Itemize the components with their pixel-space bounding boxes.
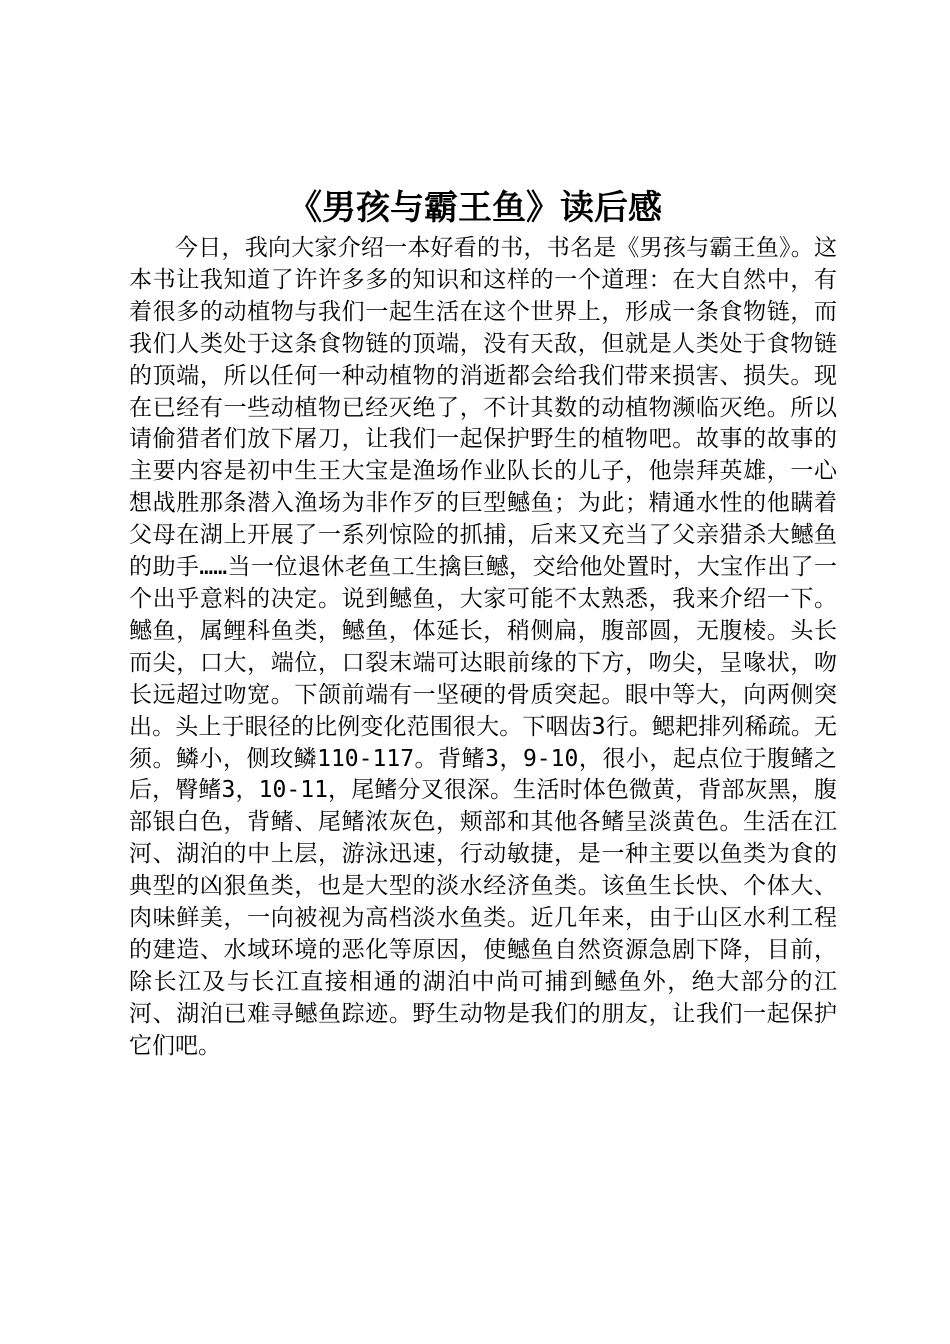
document-body-paragraph: 今日，我向大家介绍一本好看的书，书名是《男孩与霸王鱼》。这本书让我知道了许许多多的知识和这样的一个道理：在大自然中，有着很多的动植物与我们一起生活在这个世界上，形成一条食物链，而我们人类处于这条食物链的顶端，没有天敌，但就是人类处于食物链的顶端，所以任何一种动植物的消逝都会给我们带来损害、损失。现在已经有一些动植物已经灭绝了，不计其数的动植物濒临灭绝。所以请偷猎者们放下屠刀，让我们一起保护野生的植物吧。故事的故事的主要内容是初中生王大宝是渔场作业队长的儿子，他崇拜英雄，一心想战胜那条潜入渔场为非作歹的巨型鳡鱼；为此；精通水性的他瞒着父母在湖上开展了一系列惊险的抓捕，后来又充当了父亲猎杀大鳡鱼的助手……当一位退休老鱼工生擒巨鳡，交给他处置时，大宝作出了一个出乎意料的决定。说到鳡鱼，大家可能不太熟悉，我来介绍一下。鳡鱼，属鲤科鱼类，鳡鱼，体延长，稍侧扁，腹部圆，无腹棱。头长而尖，口大，端位，口裂末端可达眼前缘的下方，吻尖，呈喙状，吻长远超过吻宽。下颌前端有一坚硬的骨质突起。眼中等大，向两侧突出。头上于眼径的比例变化范围很大。下咽齿3行。鳃耙排列稀疏。无须。鳞小，侧玫鳞110-117。背鳍3，9-10，很小，起点位于腹鳍之后，臀鳍3，10-11，尾鳍分叉很深。生活时体色微黄，背部灰黑，腹部银白色，背鳍、尾鳍浓灰色，颊部和其他各鳍呈淡黄色。生活在江河、湖泊的中上层，游泳迅速，行动敏捷，是一种主要以鱼类为食的典型的凶狠鱼类，也是大型的淡水经济鱼类。该鱼生长快、个体大、肉味鲜美，一向被视为高档淡水鱼类。近几年来，由于山区水利工程的建造、水域环境的恶化等原因，使鳡鱼自然资源急剧下降，目前，除长江及与长江直接相通的湖泊中尚可捕到鳡鱼外，绝大部分的江河、湖泊已难寻鳡鱼踪迹。野生动物是我们的朋友，让我们一起保护它们吧。: [129, 235, 837, 1059]
document-title: 《男孩与霸王鱼》读后感: [288, 188, 662, 228]
